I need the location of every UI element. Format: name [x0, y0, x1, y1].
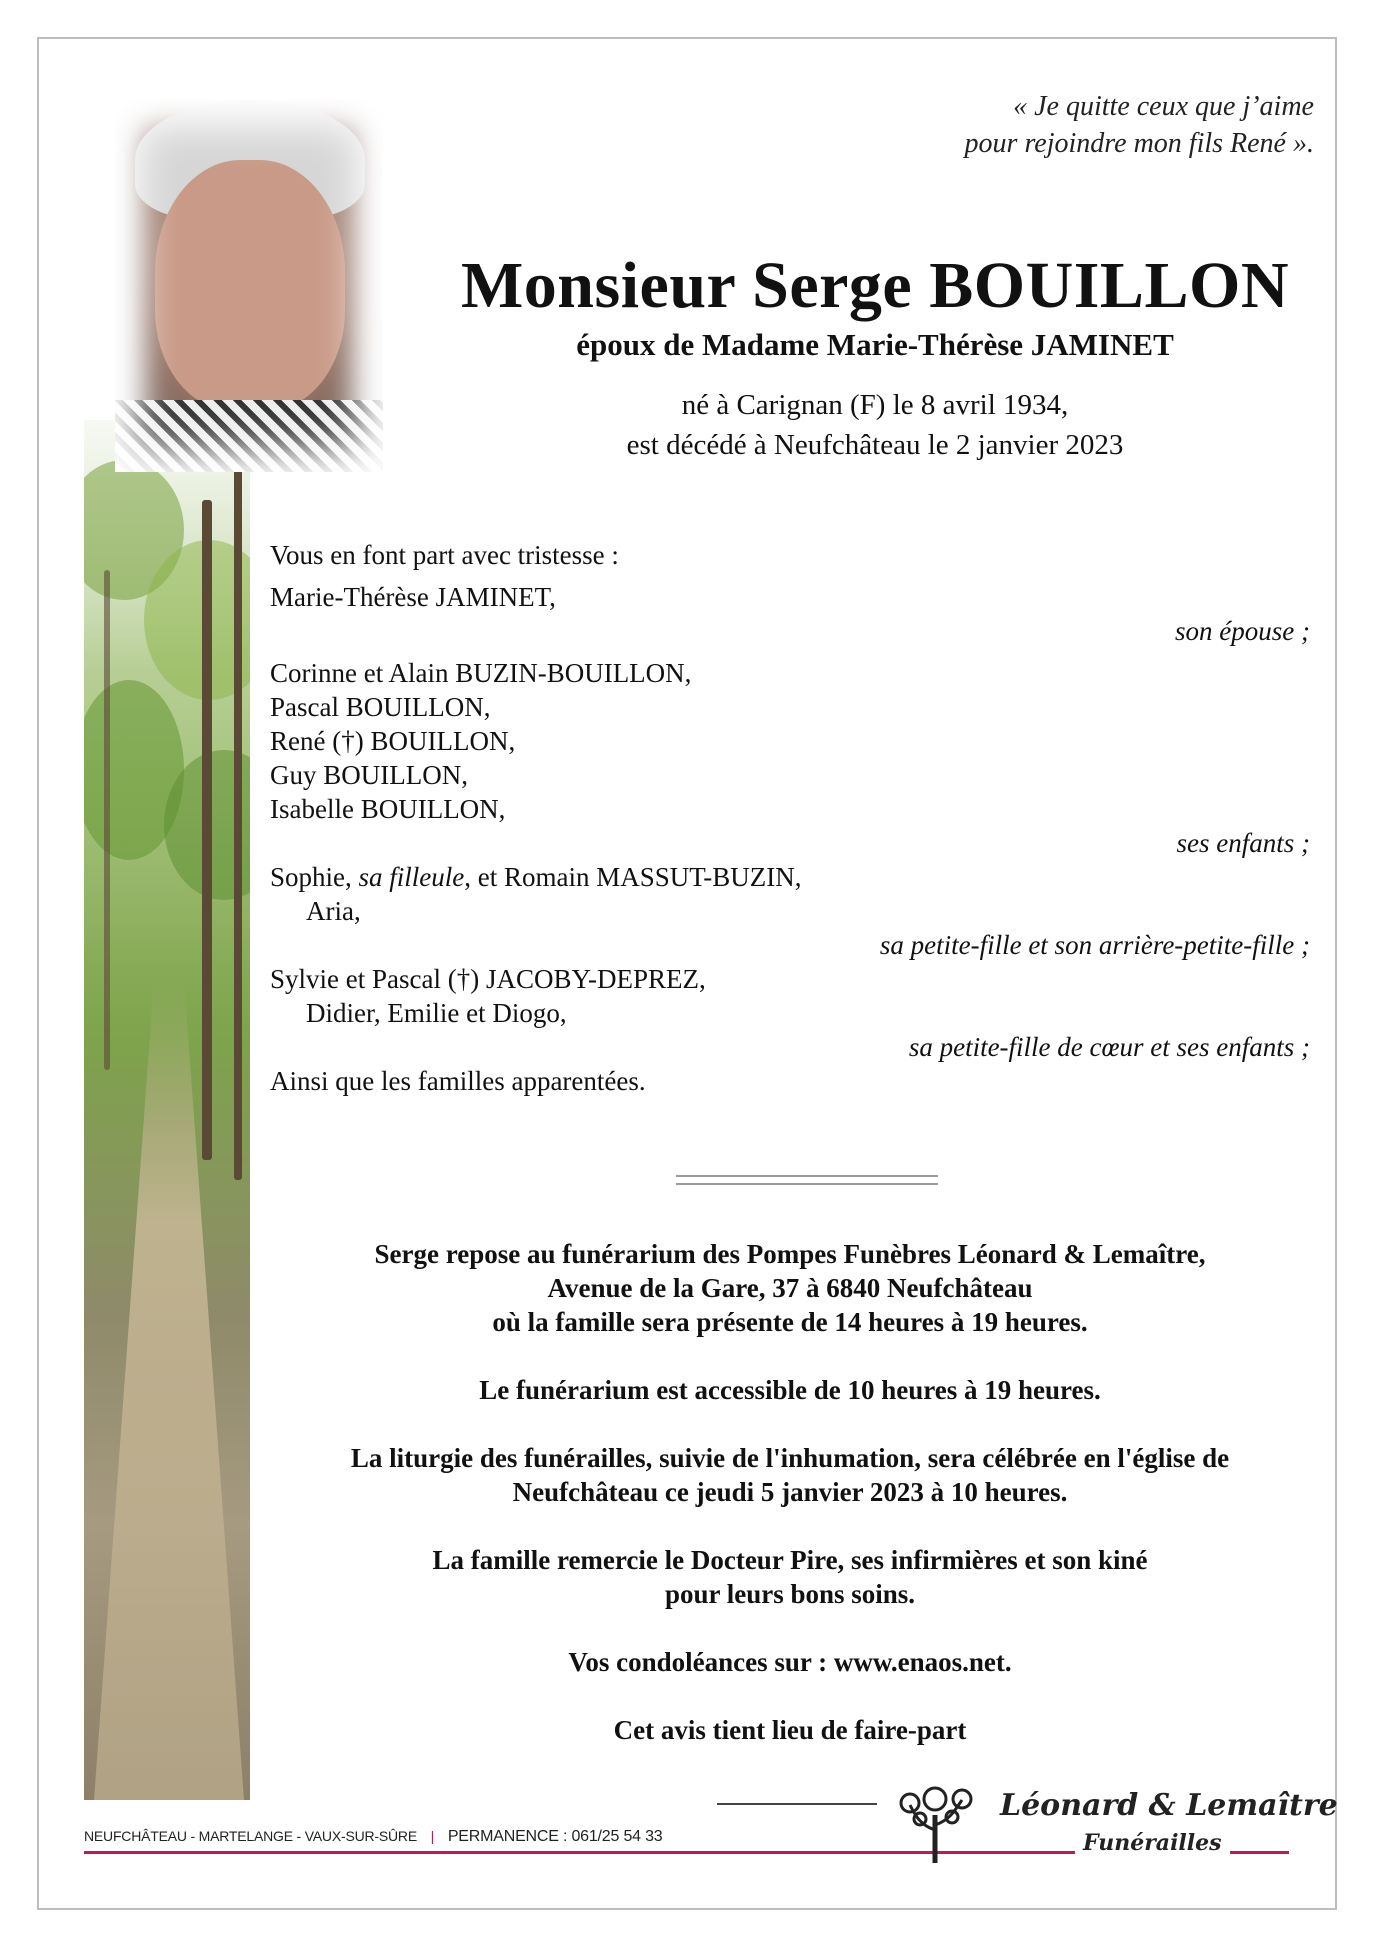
notice-info: Cet avis tient lieu de faire-part: [613, 1715, 967, 1745]
thanks-info: [260, 1543, 1320, 1611]
logo-rule: [717, 1803, 877, 1805]
child-name: Guy BOUILLON,: [270, 760, 468, 790]
heart-role: sa petite-fille de cœur et ses enfants ;: [908, 1032, 1310, 1062]
access-info: Le funérarium est accessible de 10 heures à 19 heures.: [479, 1375, 1101, 1405]
child-name: Isabelle BOUILLON,: [270, 794, 506, 824]
spouse-name: Marie-Thérèse JAMINET,: [270, 582, 556, 612]
granddaughter-partner: , et Romain MASSUT-BUZIN,: [464, 862, 802, 892]
heart-granddaughter-name: Sylvie et Pascal (†) JACOBY-DEPREZ,: [270, 964, 706, 994]
section-divider: [676, 1175, 938, 1185]
liturgy-info: [260, 1441, 1320, 1509]
repose-line-1: Serge repose au funérarium des Pompes Funèbres Léonard & Lemaître,: [374, 1239, 1206, 1269]
quote-line-1: « Je quitte ceux que j’aime: [1013, 91, 1314, 122]
footer-contact: [84, 1828, 662, 1846]
tree-icon: [890, 1785, 980, 1865]
granddaughter-line: [270, 860, 1310, 894]
children-role: ses enfants ;: [1176, 828, 1310, 858]
condolences-info[interactable]: Vos condoléances sur : www.enaos.net.: [568, 1647, 1012, 1677]
forest-path-photo: [84, 420, 250, 1800]
portrait-photo: [115, 100, 383, 472]
thanks-line-1: La famille remercie le Docteur Pire, ses infirmières et son kiné: [432, 1545, 1148, 1575]
child-name: Pascal BOUILLON,: [270, 692, 491, 722]
repose-line-2: Avenue de la Gare, 37 à 6840 Neufchâteau: [547, 1273, 1033, 1303]
child-name: René (†) BOUILLON,: [270, 726, 516, 756]
granddaughter-role: sa petite-fille et son arrière-petite-fille ;: [879, 930, 1310, 960]
family-intro: Vous en font part avec tristesse :: [270, 540, 619, 570]
funeral-info: [260, 1237, 1320, 1781]
great-grandchild-name: Aria,: [306, 896, 361, 926]
goddaughter-note: sa filleule: [358, 862, 465, 892]
deceased-name: Monsieur Serge BOUILLON: [461, 249, 1289, 322]
thanks-line-2: pour leurs bons soins.: [664, 1579, 916, 1609]
death-line: est décédé à Neufchâteau le 2 janvier 2023: [626, 429, 1124, 461]
spouse-line: époux de Madame Marie-Thérèse JAMINET: [576, 327, 1174, 362]
child-name: Corinne et Alain BUZIN-BOUILLON,: [270, 658, 692, 688]
quote-line-2: pour rejoindre mon fils René ».: [964, 128, 1314, 159]
spouse-role: son épouse ;: [1175, 616, 1310, 646]
heart-children-names: Didier, Emilie et Diogo,: [306, 998, 567, 1028]
footer-separator: |: [430, 1828, 435, 1844]
footer-permanence: PERMANENCE : 061/25 54 33: [447, 1828, 663, 1845]
granddaughter-name: Sophie,: [270, 862, 359, 892]
footer-locations: NEUFCHÂTEAU - MARTELANGE - VAUX-SUR-SÛRE: [84, 1828, 417, 1844]
birth-line: né à Carignan (F) le 8 avril 1934,: [681, 389, 1069, 421]
repose-line-3: où la famille sera présente de 14 heures à 19 heures.: [492, 1307, 1088, 1337]
liturgy-line-1: La liturgie des funérailles, suivie de l'inhumation, sera célébrée en l'église de: [350, 1443, 1230, 1473]
logo-subtitle: Funérailles: [1075, 1830, 1230, 1856]
logo-name: Léonard & Lemaître: [1000, 1788, 1338, 1823]
family-closing: Ainsi que les familles apparentées.: [270, 1066, 646, 1096]
liturgy-line-2: Neufchâteau ce jeudi 5 janvier 2023 à 10 heures.: [512, 1477, 1068, 1507]
family-list: [270, 538, 1310, 1098]
repose-info: [260, 1237, 1320, 1339]
epitaph-quote: [965, 88, 1314, 162]
birth-death-info: [440, 385, 1310, 465]
